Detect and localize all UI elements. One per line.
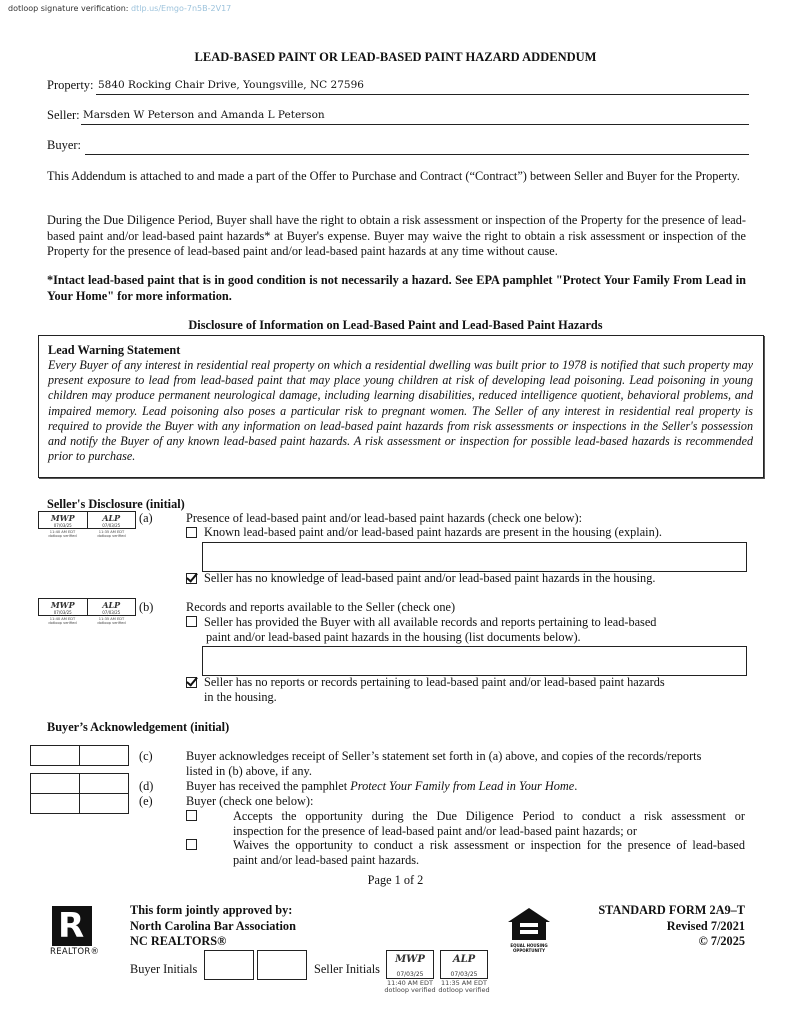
known-lead-checkbox[interactable] (186, 527, 197, 538)
verification-link[interactable]: dtlp.us/Emgo-7n5B-2V17 (131, 4, 232, 13)
item-d-text (186, 779, 577, 794)
verification-label: dotloop signature verification: (8, 4, 129, 13)
item-a-text: Presence of lead-based paint and/or lead-based paint hazards (check one below): (186, 511, 583, 525)
signature-time: 11:40 AM EDT (49, 617, 76, 621)
explain-textbox[interactable] (202, 542, 747, 572)
records-provided-label-1: Seller has provided the Buyer with all available records and reports pertaining to lead-based (204, 615, 657, 629)
seller-initials-b[interactable] (38, 598, 136, 616)
approval-line-2: North Carolina Bar Association (130, 918, 296, 933)
disclosure-heading: Disclosure of Information on Lead-Based Paint and Lead-Based Paint Hazards (188, 318, 603, 332)
seller-initial-mwp[interactable] (39, 599, 88, 615)
item-letter-a: (a) (139, 511, 153, 525)
signature-meta-alp (87, 617, 136, 625)
property-field (47, 78, 749, 96)
form-copyright: © 7/2025 (698, 934, 745, 948)
buyer-initials-c[interactable] (30, 745, 129, 766)
no-records-label-2: in the housing. (204, 690, 277, 704)
signature-time: 11:40 AM EDT (49, 530, 76, 534)
item-e-text: Buyer (check one below): (186, 794, 314, 808)
buyer-initials-label: Buyer Initials (130, 962, 198, 976)
buyer-input[interactable] (85, 137, 749, 155)
intro-paragraph: This Addendum is attached to and made a part of the Offer to Purchase and Contract (“Contract”) between Seller and Buyer for the Property. (47, 169, 740, 183)
footer-buyer-initial-1[interactable] (204, 950, 254, 980)
page-number: Page 1 of 2 (367, 873, 424, 887)
dotloop-verification (8, 4, 231, 13)
buyer-initial-2[interactable] (80, 794, 128, 813)
signature-date: 07/03/25 (102, 610, 121, 615)
signature-verified: dotloop verified (48, 621, 77, 625)
seller-initial-alp[interactable] (88, 599, 136, 615)
records-provided-checkbox[interactable] (186, 616, 197, 627)
no-knowledge-label: Seller has no knowledge of lead-based paint and/or lead-based paint hazards in the housing. (204, 571, 656, 585)
signature-verified: dotloop verified (384, 986, 436, 994)
known-lead-label: Known lead-based paint and/or lead-based paint hazards are present in the housing (explain). (204, 525, 662, 539)
seller-input[interactable]: Marsden W Peterson and Amanda L Peterson (81, 107, 749, 125)
buyer-ack-heading: Buyer’s Acknowledgement (initial) (47, 720, 230, 734)
footer-signature-meta-alp (437, 980, 491, 994)
eho-line-1: EQUAL HOUSING (510, 943, 548, 948)
buyer-initials-d[interactable] (30, 773, 129, 794)
signature-verified: dotloop verified (97, 534, 126, 538)
seller-initials-a[interactable] (38, 511, 136, 529)
form-number: STANDARD FORM 2A9–T (598, 903, 745, 917)
buyer-field (47, 138, 749, 156)
footer-buyer-initial-2[interactable] (257, 950, 307, 980)
accepts-label-2: inspection for the presence of lead-based paint and/or lead-based paint hazards; or (233, 824, 637, 838)
buyer-initial-1[interactable] (31, 794, 80, 813)
accepts-checkbox[interactable] (186, 810, 197, 821)
form-info (598, 903, 745, 950)
signature-time: 11:35 AM EDT (440, 979, 487, 987)
approval-block (130, 903, 296, 950)
signature-date: 07/03/25 (450, 971, 478, 978)
signature-alp: ALP (102, 513, 121, 523)
item-c-line2: listed in (b) above, if any. (186, 764, 312, 778)
epa-note: *Intact lead-based paint that is in good condition is not necessarily a hazard. See EPA pamphlet "Protect Your Family From Lead in Your Home" for more information. (47, 273, 746, 303)
buyer-initial-1[interactable] (31, 774, 80, 793)
signature-time: 11:35 AM EDT (98, 617, 125, 621)
item-letter-e: (e) (139, 794, 153, 808)
pamphlet-prefix: Buyer has received the pamphlet (186, 779, 351, 793)
lead-warning-title: Lead Warning Statement (48, 343, 181, 357)
signature-date: 07/03/25 (53, 523, 72, 528)
signature-date: 07/03/25 (102, 523, 121, 528)
documents-textbox[interactable] (202, 646, 747, 676)
signature-alp: ALP (102, 600, 121, 610)
buyer-initial-2[interactable] (80, 746, 128, 765)
eho-line-2: OPPORTUNITY (512, 948, 545, 953)
approval-line-1: This form jointly approved by: (130, 903, 293, 917)
footer-signature-meta-mwp (384, 980, 436, 994)
property-input[interactable]: 5840 Rocking Chair Drive, Youngsville, NC 27596 (96, 77, 749, 95)
no-knowledge-checkbox[interactable] (186, 573, 197, 584)
waives-label-1: Waives the opportunity to conduct a risk assessment or inspection for the presence of lead-based (233, 838, 745, 852)
buyer-initial-1[interactable] (31, 746, 80, 765)
no-records-label-1: Seller has no reports or records pertaining to lead-based paint and/or lead-based paint hazards (204, 675, 665, 689)
property-label: Property: (47, 78, 94, 92)
item-c-line1: Buyer acknowledges receipt of Seller’s statement set forth in (a) above, and copies of the records/reports (186, 749, 702, 763)
seller-disclosure-heading: Seller's Disclosure (initial) (47, 497, 185, 511)
signature-date: 07/03/25 (53, 610, 72, 615)
signature-mwp: MWP (50, 513, 75, 523)
signature-verified: dotloop verified (438, 986, 490, 994)
signature-time: 11:35 AM EDT (98, 530, 125, 534)
pamphlet-suffix: . (574, 779, 578, 793)
equal-housing-icon (506, 906, 552, 956)
records-provided-label-2: paint and/or lead-based paint hazards in the housing (list documents below). (206, 630, 581, 644)
footer-seller-initial-mwp[interactable] (386, 950, 434, 979)
signature-verified: dotloop verified (48, 534, 77, 538)
approval-line-3: NC REALTORS® (130, 934, 227, 948)
signature-date: 07/03/25 (396, 971, 424, 978)
signature-meta-mwp (38, 530, 87, 538)
seller-initial-alp[interactable] (88, 512, 136, 528)
waives-checkbox[interactable] (186, 839, 197, 850)
realtor-label: REALTOR® (50, 947, 100, 957)
signature-alp: ALP (452, 954, 476, 965)
realtor-logo-letter: R (58, 906, 85, 946)
item-letter-b: (b) (139, 600, 154, 614)
signature-mwp: MWP (395, 954, 425, 965)
seller-initial-mwp[interactable] (39, 512, 88, 528)
form-revised: Revised 7/2021 (666, 918, 745, 933)
buyer-initials-e[interactable] (30, 793, 129, 814)
equal-housing-label (506, 943, 552, 953)
no-records-checkbox[interactable] (186, 677, 197, 688)
buyer-initial-2[interactable] (80, 774, 128, 793)
signature-mwp: MWP (50, 600, 75, 610)
lead-warning-box (38, 335, 764, 478)
item-letter-c: (c) (139, 749, 153, 763)
page-title: LEAD-BASED PAINT OR LEAD-BASED PAINT HAZARD ADDENDUM (194, 50, 597, 64)
seller-label: Seller: (47, 108, 80, 122)
signature-meta-alp (87, 530, 136, 538)
waives-label-2: paint and/or lead-based paint hazards. (233, 853, 420, 867)
signature-verified: dotloop verified (97, 621, 126, 625)
footer-seller-initial-alp[interactable] (440, 950, 488, 979)
signature-meta-mwp (38, 617, 87, 625)
lead-warning-body: Every Buyer of any interest in residential real property on which a residential dwelling was built prior to 1978 is notified that such property may present exposure to lead from lead-based paint that may place young children at risk of developing lead poisoning. Lead poisoning in young children may produce permanent neurological damage, including learning disabilities, reduced intelligence quotient, behavioral problems, and impaired memory. Lead poisoning also poses a particular risk to pregnant women. The Seller of any interest in residential real property is required to provide the Buyer with any information on lead-based paint hazards from risk assessments or inspections in the Seller's possession and notify the Buyer of any known lead-based paint hazards. A risk assessment or inspection for possible lead-based hazards is recommended prior to purchase. (48, 358, 753, 464)
item-b-text: Records and reports available to the Seller (check one) (186, 600, 456, 614)
seller-field (47, 108, 749, 126)
realtor-logo-icon (52, 906, 92, 946)
item-letter-d: (d) (139, 779, 154, 793)
signature-time: 11:40 AM EDT (386, 979, 433, 987)
accepts-label-1: Accepts the opportunity during the Due Diligence Period to conduct a risk assessment or (233, 809, 745, 823)
buyer-label: Buyer: (47, 138, 82, 152)
seller-initials-label: Seller Initials (314, 962, 380, 976)
pamphlet-title: Protect Your Family from Lead in Your Home (350, 779, 575, 793)
due-diligence-paragraph: During the Due Diligence Period, Buyer shall have the right to obtain a risk assessment or inspection of the Property for the presence of lead-based paint and/or lead-based paint hazards* at Buyer's expense. Buyer may waive the right to obtain a risk assessment or inspection of the Property for the presence of lead-based paint and/or lead-based paint hazards at any time without cause. (47, 213, 746, 258)
